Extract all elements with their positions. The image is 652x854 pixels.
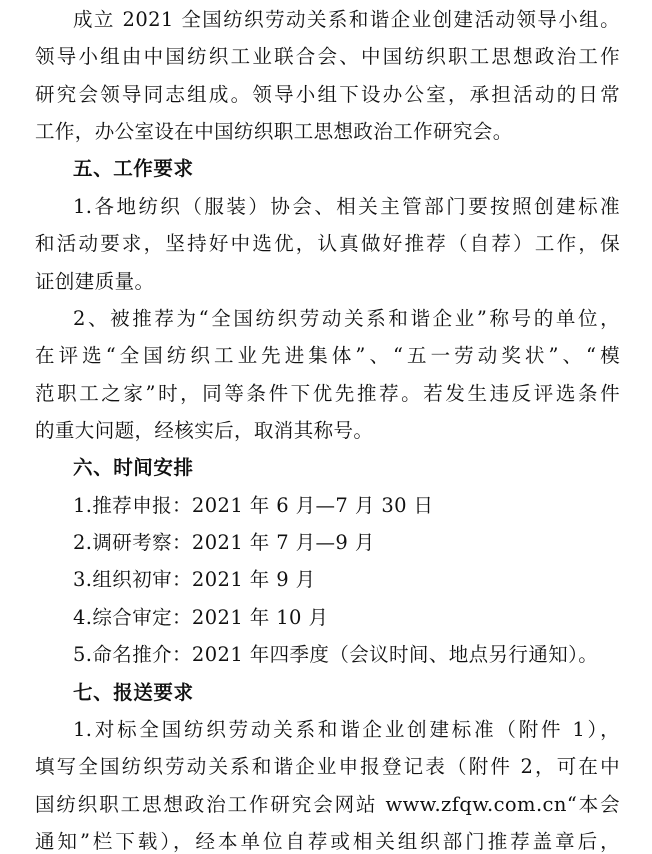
paragraph-line: 证创建质量。: [35, 270, 155, 293]
paragraph-line: 和活动要求，坚持好中选优，认真做好推荐（自荐）工作，保: [35, 232, 620, 255]
paragraph-line: 2、被推荐为“全国纺织劳动关系和谐企业”称号的单位，: [73, 307, 620, 330]
section-heading: 五、工作要求: [73, 157, 194, 180]
schedule-item: 1.推荐申报：2021 年 6 月—7 月 30 日: [73, 494, 434, 517]
section-heading: 七、报送要求: [73, 681, 194, 704]
schedule-item: 3.组织初审：2021 年 9 月: [73, 568, 316, 591]
paragraph-line: 领导小组由中国纺织工业联合会、中国纺织职工思想政治工作: [35, 45, 620, 68]
paragraph-line: 的重大问题，经核实后，取消其称号。: [35, 419, 374, 442]
schedule-item: 5.命名推介：2021 年四季度（会议时间、地点另行通知）。: [73, 643, 599, 666]
paragraph-line: 成立 2021 全国纺织劳动关系和谐企业创建活动领导小组。: [73, 8, 620, 31]
paragraph-line: 研究会领导同志组成。领导小组下设办公室，承担活动的日常: [35, 83, 620, 106]
paragraph-line: 范职工之家”时，同等条件下优先推荐。若发生违反评选条件: [35, 382, 620, 405]
paragraph-line: 在评选“全国纺织工业先进集体”、“五一劳动奖状”、“模: [35, 344, 620, 367]
schedule-item: 4.综合审定：2021 年 10 月: [73, 606, 329, 629]
paragraph-line: 1.各地纺织（服装）协会、相关主管部门要按照创建标准: [73, 195, 620, 218]
paragraph-line: 工作，办公室设在中国纺织职工思想政治工作研究会。: [35, 120, 513, 143]
paragraph-line: 国纺织职工思想政治工作研究会网站 www.zfqw.com.cn“本会: [35, 793, 620, 816]
schedule-item: 2.调研考察：2021 年 7 月—9 月: [73, 531, 375, 554]
paragraph-line: 填写全国纺织劳动关系和谐企业申报登记表（附件 2，可在中: [35, 755, 620, 778]
paragraph-line: 1.对标全国纺织劳动关系和谐企业创建标准（附件 1），: [73, 718, 620, 741]
paragraph-line: 通知”栏下载），经本单位自荐或相关组织部门推荐盖章后，: [35, 830, 620, 853]
section-heading: 六、时间安排: [73, 456, 194, 479]
